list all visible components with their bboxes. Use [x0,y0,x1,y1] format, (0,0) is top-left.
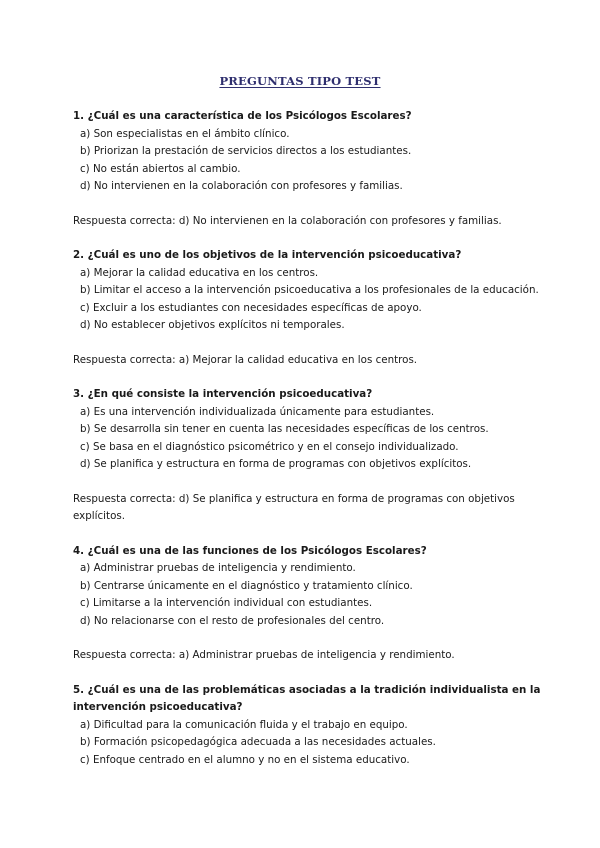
correct-answer: Respuesta correcta: a) Mejorar la calidad educativa en los centros. [73,353,418,366]
option: a) Dificultad para la comunicación fluida y el trabajo en equipo. [80,718,408,731]
option: b) Centrarse únicamente en el diagnóstico y tratamiento clínico. [80,579,413,592]
option: c) No están abiertos al cambio. [80,162,241,175]
option: a) Administrar pruebas de inteligencia y rendimiento. [80,562,356,574]
option: d) No relacionarse con el resto de profesionales del centro. [80,614,385,627]
option: d) Se planifica y estructura en forma de programas con objetivos explícitos. [80,458,472,470]
question-block-4 [73,543,543,665]
question-list [73,108,543,786]
question-text: 4. ¿Cuál es una de las funciones de los Psicólogos Escolares? [73,544,427,557]
option: a) Mejorar la calidad educativa en los centros. [80,266,319,279]
option-list [73,265,543,335]
correct-answer: Respuesta correcta: d) No intervienen en la colaboración con profesores y familias. [73,214,502,227]
option: a) Son especialistas en el ámbito clínico. [80,127,290,140]
option-list [73,404,543,474]
option: b) Limitar el acceso a la intervención psicoeducativa a los profesionales de la educación. [80,284,539,296]
option: c) Enfoque centrado en el alumno y no en el sistema educativo. [80,753,410,766]
option: b) Se desarrolla sin tener en cuenta las necesidades específicas de los centros. [80,423,489,435]
question-text: 5. ¿Cuál es una de las problemáticas asociadas a la tradición individualista en la intervención psicoeducativa? [73,683,541,713]
page-title: PREGUNTAS TIPO TEST [219,74,381,88]
option: b) Priorizan la prestación de servicios directos a los estudiantes. [80,145,412,157]
question-block-3 [73,386,543,526]
question-block-5 [73,682,543,770]
question-text: 2. ¿Cuál es uno de los objetivos de la intervención psicoeducativa? [73,249,462,261]
option: c) Limitarse a la intervención individual con estudiantes. [80,597,373,609]
correct-answer: Respuesta correcta: a) Administrar pruebas de inteligencia y rendimiento. [73,649,455,661]
correct-answer: Respuesta correcta: d) Se planifica y estructura en forma de programas con objetivos explícitos. [73,492,515,522]
option: d) No establecer objetivos explícitos ni temporales. [80,319,345,331]
question-text: 3. ¿En qué consiste la intervención psicoeducativa? [73,388,373,400]
question-block-1 [73,108,543,230]
question-block-2 [73,247,543,369]
option: c) Excluir a los estudiantes con necesidades específicas de apoyo. [80,301,422,314]
option: a) Es una intervención individualizada únicamente para estudiantes. [80,405,435,418]
option: b) Formación psicopedagógica adecuada a las necesidades actuales. [80,736,436,748]
option: c) Se basa en el diagnóstico psicométrico y en el consejo individualizado. [80,440,459,453]
option-list [73,560,543,630]
option-list [73,717,543,770]
option: d) No intervienen en la colaboración con profesores y familias. [80,180,403,192]
question-text: 1. ¿Cuál es una característica de los Psicólogos Escolares? [73,110,412,122]
option-list [73,126,543,196]
